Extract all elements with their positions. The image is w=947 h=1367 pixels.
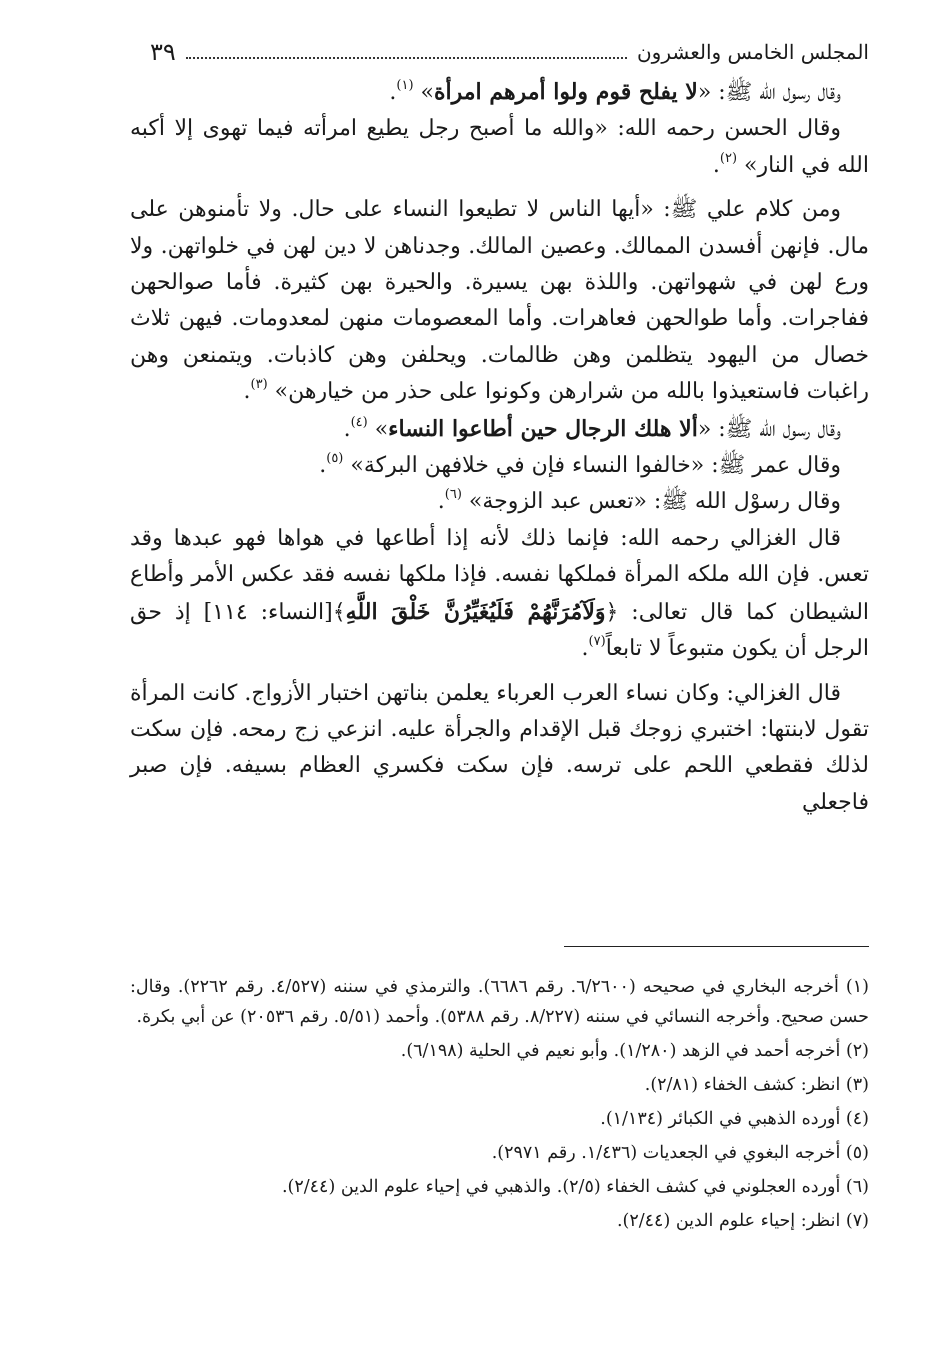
- paragraph-hadith-2: وقال رسول الله ﷺ: «ألا هلك الرجال حين أطاعوا النساء» $^{(٤)}$.: [343, 414, 841, 442]
- paragraph-ghazali-2: قال الغزالي: وكان نساء العرب العرباء يعلمن بناتهن اختبار الأزواج. كانت المرأة تقول لابنتها: اختبري زوجك قبل الإقدام والجرأة عليه. انزعي زج رمحه. فإن سكت لذلك فقطعي اللحم على ترسه. فإن سكت فكسري العظام بسيفه. فإن صبر فاجعلي: [130, 680, 869, 815]
- paragraph-umar: وقال عمر ﷺ: «خالفوا النساء فإن في خلافهن البركة» $^{(٥)}$.: [319, 451, 841, 479]
- dotted-leader: [186, 57, 627, 59]
- footnote: (١) أخرجه البخاري في صحيحه (٦/٢٦٠٠. رقم ٦٦٨٦). والترمذي في سننه (٤/٥٢٧. رقم ٢٢٦٢). وقال: حسن صحيح. وأخرجه النسائي في سننه (٨/٢٢٧. رقم ٥٣٨٨). وأحمد (٥/٥١. رقم ٢٠٥٣٦) عن أبي بكرة.: [130, 977, 869, 1027]
- footnote: (٤) أورده الذهبي في الكبائر (١/١٣٤).: [600, 1109, 869, 1129]
- footnote-ref: (٧): [588, 634, 606, 650]
- paragraph-ali: ومن كلام علي ﷺ: «أيها الناس لا تطيعوا النساء على حال. ولا تأمنوهن على مال. فإنهن أفسدن الممالك. وعصين المالك. وجدناهن لا دين لهن في خلواتهن. ولا ورع لهن في شهواتهن. واللذة بهن يسيرة. والحيرة بهن كثيرة. فأما صوالحهن ففاجرات. وأما طوالحهن فعاهرات. وأما المعصومات منهن لمعدومات. فيهن ثلاث خصال من اليهود يتظلمن وهن ظالمات. ويحلفن وهن كاذبات. ويتمنعن وهن راغبات فاستعيذوا بالله من شرارهن وكونوا على حذر من خيارهن» $^{(٣)}$.: [130, 197, 869, 405]
- paragraph-ghazali-1: قال الغزالي رحمه الله: فإنما ذلك لأنه إذا أطاعها في هواها فهو عبدها وقد تعس. فإن الله ملكه المرأة فملكها نفسه. فإذا ملكها نفسه فقد عكس الأمر وأطاع الشيطان كما قال تعالى: ﴿وَلَآمُرَنَّهُمْ فَلَيُغَيِّرُنَّ خَلْقَ اللَّهِ﴾[النساء: ١١٤] إذ حق الرجل أن يكون متبوعاً لا تابعاً$^{(٧)}$.: [130, 525, 870, 662]
- footnote: (٣) انظر: كشف الخفاء (٢/٨١).: [644, 1075, 869, 1095]
- footnotes: [130, 972, 869, 1240]
- footnote-ref: (٦): [444, 487, 462, 503]
- footnote-separator: [564, 946, 869, 947]
- hadith-quote: لا يفلح قوم ولوا أمرهم امرأة: [433, 79, 698, 105]
- footnote: (٦) أورده العجلوني في كشف الخفاء (٢/٥). والذهبي في إحياء علوم الدين (٢/٤٤).: [281, 1177, 869, 1197]
- chapter-title: المجلس الخامس والعشرون: [636, 40, 869, 64]
- hadith-quote: ألا هلك الرجال حين أطاعوا النساء: [388, 415, 698, 442]
- footnote-ref: (٤): [350, 414, 368, 430]
- footnote-ref: (٢): [719, 150, 738, 166]
- main-text: [130, 74, 869, 821]
- footnote-ref: (٣): [250, 377, 268, 393]
- footnote: (٧) انظر: إحياء علوم الدين (٢/٤٤).: [616, 1211, 869, 1231]
- page-number: ٣٩: [150, 38, 176, 66]
- quran-verse: وَلَآمُرَنَّهُمْ فَلَيُغَيِّرُنَّ خَلْقَ اللَّهِ: [345, 598, 606, 625]
- footnote: (٢) أخرجه أحمد في الزهد (١/٢٨٠). وأبو نعيم في الحلية (٦/١٩٨).: [400, 1041, 869, 1061]
- running-header: [150, 34, 869, 70]
- footnote: (٥) أخرجه البغوي في الجعديات (١/٤٣٦. رقم ٢٩٧١).: [491, 1143, 869, 1163]
- paragraph-hadith-3: وقال رسوْل الله ﷺ: «تعس عبد الزوجة» $^{(٦)}$.: [437, 487, 841, 515]
- footnote-ref: (١): [396, 78, 414, 93]
- paragraph-hasan: وقال الحسن رحمه الله: «والله ما أصبح رجل يطيع امرأته فيما تهوى إلا أكبه الله في النار» $^{(٢)}$.: [130, 116, 869, 178]
- footnote-ref: (٥): [326, 451, 344, 467]
- paragraph-hadith-1: وقال رسول الله ﷺ: «لا يفلح قوم ولوا أمرهم امرأة» $^{(١)}$.: [389, 78, 841, 105]
